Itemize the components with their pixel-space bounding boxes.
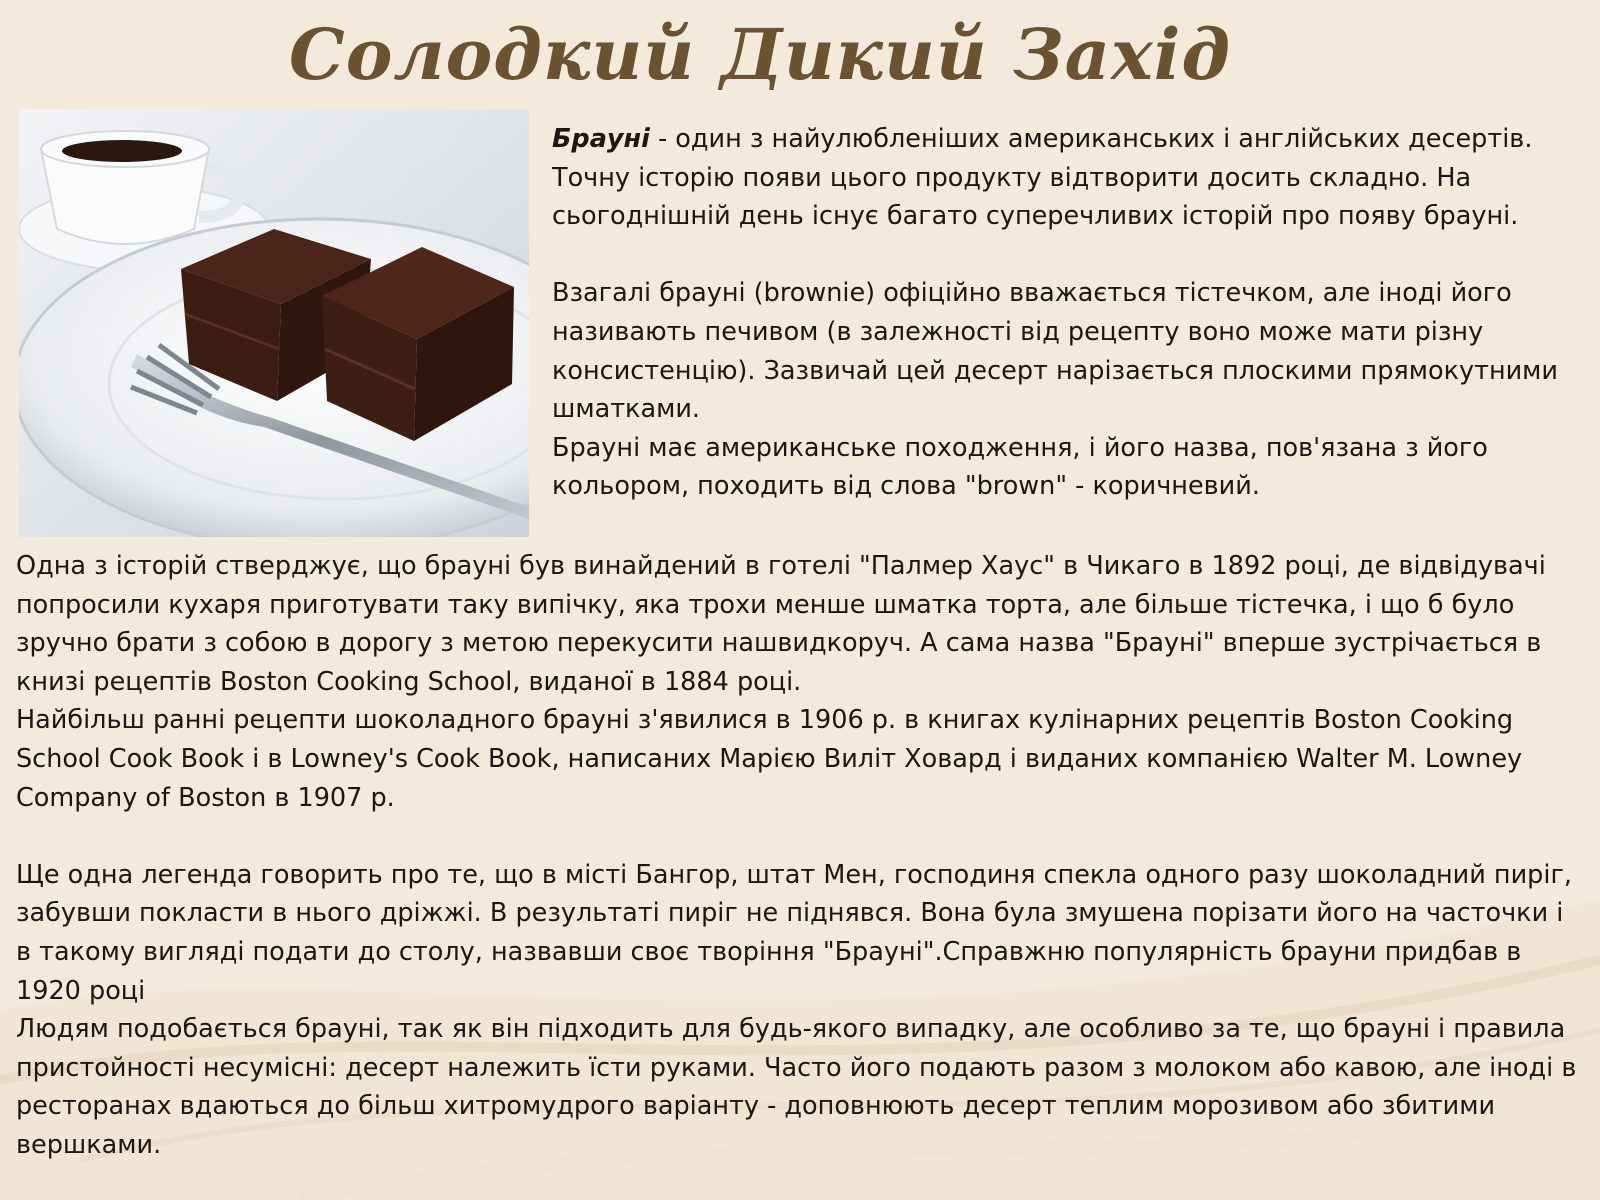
intro-text — [552, 120, 1592, 506]
intro-paragraph-3: Брауні має американське походження, і його назва, пов'язана з його кольором, походить від слова "brown" - коричневий. — [552, 432, 1488, 502]
body-paragraph-4: Людям подобається брауні, так як він підходить для будь-якого випадку, але особливо за те, що брауні і правила пристойності несумісні: десерт належить їсти руками. Часто його подають разом з молоком або кавою, але іноді в ресторанах вдаються до більш хитромудрого варіанту - доповнюють десерт теплим морозивом або збитими вершками. — [16, 1014, 1577, 1160]
body-paragraph-2: Найбільш ранні рецепти шоколадного брауні з'явилися в 1906 р. в книгах кулінарних рецептів Boston Cooking School Cook Book і в Lowney's Cook Book, написаних Марією Виліт Ховард і виданих компанією Walter M. Lowney Company of Boston в 1907 р. — [16, 705, 1523, 813]
intro-paragraph-1 — [552, 120, 1592, 236]
body-paragraph-3: Ще одна легенда говорить про те, що в місті Бангор, штат Мен, господиня спекла одного разу шоколадний пиріг, забувши покласти в нього дріжжі. В результаті пиріг не піднявся. Вона була змушена порізати його на часточки і в такому вигляді подати до столу, назвавши своє творіння "Брауні".Справжню популярність брауни придбав в 1920 році — [16, 859, 1572, 1006]
brownies-photo — [19, 109, 529, 537]
body-paragraph-1: Одна з історій стверджує, що брауні був винайдений в готелі "Палмер Хаус" в Чикаго в 1892 році, де відвідувачі попросили кухаря приготувати таку випічку, яка трохи менше шматка торта, але більше тістечка, і що б було зручно брати з собою в дорогу з метою перекусити нашвидкоруч. А сама назва "Брауні" вперше зустрічається в книзі рецептів Boston Cooking School, виданої в 1884 році. — [16, 551, 1546, 697]
intro-paragraph-1-text: - один з найулюбленіших американських і англійських десертів. Точну історію появи цього продукту відтворити досить складно. На сьогоднішній день існує багато суперечливих історій про появу брауні. — [552, 124, 1533, 232]
lead-word: Брауні — [552, 124, 650, 154]
intro-paragraph-2: Взагалі брауні (brownie) офіційно вважається тістечком, але іноді його називають печивом (в залежності від рецепту воно може мати різну консистенцію). Зазвичай цей десерт нарізається плоскими прямокутними шматками. — [552, 278, 1558, 425]
slide-title: Солодкий Дикий Захід — [288, 13, 1232, 96]
body-text — [16, 547, 1586, 1165]
